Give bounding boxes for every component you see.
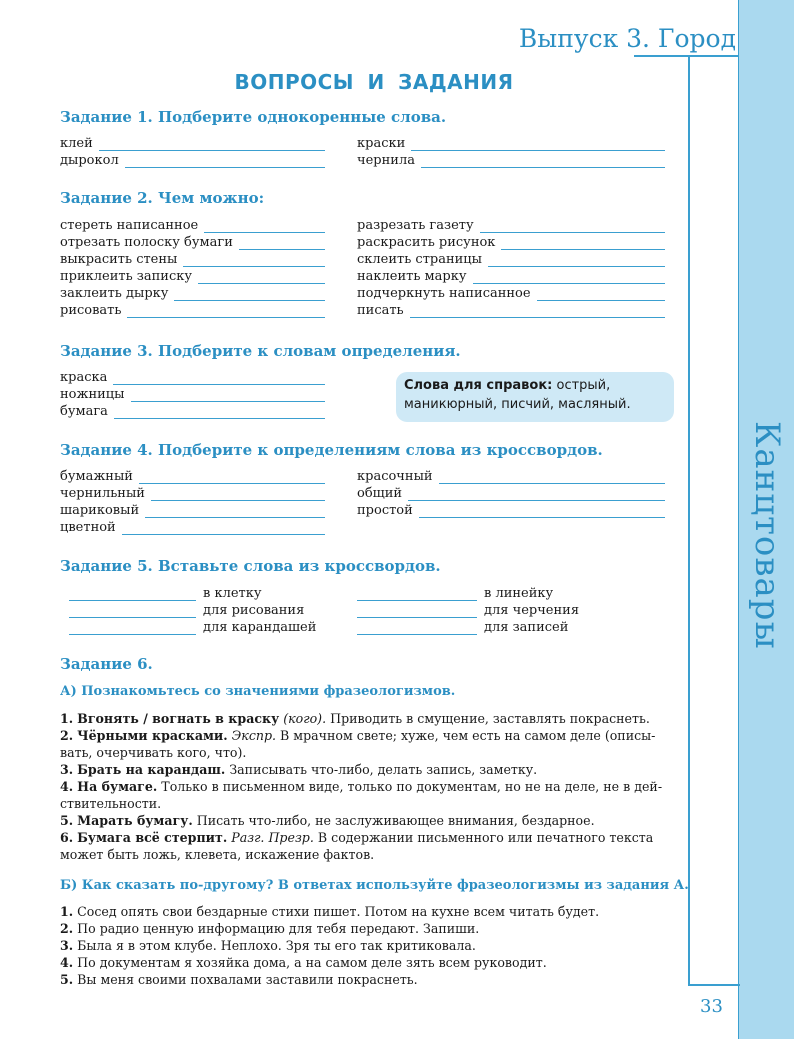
fill-row [60, 385, 325, 402]
item-number: 3. [60, 762, 74, 777]
idiom-term: Вгонять / вогнать в краску [77, 711, 280, 726]
task1-left [60, 134, 325, 168]
fill-row [357, 134, 665, 151]
hint-box [396, 372, 674, 422]
answer-blank[interactable] [131, 389, 326, 402]
fill-row [357, 467, 665, 484]
fill-row [69, 584, 354, 601]
fill-row [69, 618, 354, 635]
word-label: заклеить дырку [60, 286, 169, 301]
fill-row [60, 501, 325, 518]
answer-blank[interactable] [421, 155, 665, 168]
idiom-term: Марать бумагу. [77, 813, 193, 828]
sentence-list [60, 903, 680, 988]
word-label: отрезать полоску бумаги [60, 235, 233, 250]
idiom-note: (кого). [279, 711, 327, 726]
side-title [742, 405, 792, 665]
answer-blank[interactable] [419, 505, 665, 518]
answer-blank[interactable] [183, 254, 325, 267]
task2-right [357, 216, 665, 318]
answer-blank[interactable] [408, 488, 665, 501]
item-number: 2. [60, 921, 74, 936]
word-label: приклеить записку [60, 269, 193, 284]
task3-left [60, 368, 325, 419]
answer-blank[interactable] [99, 138, 325, 151]
idiom-term: На бумаге. [77, 779, 158, 794]
hint-label: Слова для справок: [404, 378, 553, 393]
fill-row [357, 501, 665, 518]
task6-title: Задание 6. [60, 655, 153, 673]
sentence-text: Сосед опять свои бездарные стихи пишет. Потом на кухне всем читать будет. [73, 904, 600, 919]
item-number: 2. [60, 728, 74, 743]
answer-blank[interactable] [357, 622, 477, 635]
fill-row [60, 267, 325, 284]
word-label: чернила [357, 153, 415, 168]
answer-blank[interactable] [357, 605, 477, 618]
task6-subtitle-a: А) Познакомьтесь со значениями фразеологизмов. [60, 684, 456, 699]
sentence-item [60, 954, 680, 971]
idiom-term: Брать на карандаш. [77, 762, 226, 777]
fill-row [60, 467, 325, 484]
idiom-definition-cont: может быть ложь, клевета, искажение фактов. [60, 847, 375, 862]
idiom-item [60, 727, 680, 761]
idiom-item [60, 812, 680, 829]
answer-blank[interactable] [127, 305, 325, 318]
phrase-label: для рисования [203, 603, 305, 618]
word-label: подчеркнуть написанное [357, 286, 531, 301]
word-label: склеить страницы [357, 252, 483, 267]
fill-row [357, 233, 665, 250]
fill-row [60, 368, 325, 385]
word-label: цветной [60, 520, 116, 535]
idiom-term: Чёрными красками. [77, 728, 228, 743]
phrase-label: для карандашей [203, 620, 317, 635]
idiom-note: Экспр. [227, 728, 277, 743]
idiom-item [60, 710, 680, 727]
item-number: 5. [60, 972, 74, 987]
word-label: выкрасить стены [60, 252, 178, 267]
idiom-definition: Приводить в смущение, заставлять покраснеть. [326, 711, 650, 726]
item-number: 1. [60, 711, 74, 726]
fill-row [60, 134, 325, 151]
sentence-item [60, 937, 680, 954]
answer-blank[interactable] [439, 471, 665, 484]
word-label: рисовать [60, 303, 122, 318]
hint-text: острый, маникюрный, писчий, масляный. [404, 378, 631, 412]
word-label: чернильный [60, 486, 145, 501]
word-label: простой [357, 503, 413, 518]
fill-row [357, 151, 665, 168]
sentence-text: Была я в этом клубе. Неплохо. Зря ты его так критиковала. [73, 938, 476, 953]
fill-row [60, 301, 325, 318]
item-number: 1. [60, 904, 74, 919]
side-title-text: Канцтовары [747, 420, 787, 650]
fill-row [357, 301, 665, 318]
word-label: дырокол [60, 153, 119, 168]
answer-blank[interactable] [174, 288, 325, 301]
idiom-definition: В мрачном свете; хуже, чем есть на самом деле (описы- [276, 728, 656, 743]
answer-blank[interactable] [145, 505, 325, 518]
idiom-note: Разг. Презр. [227, 830, 314, 845]
idiom-item [60, 829, 680, 863]
idiom-list [60, 710, 680, 863]
frame-bottom-line [688, 984, 740, 986]
task4-left [60, 467, 325, 535]
answer-blank[interactable] [480, 220, 665, 233]
answer-blank[interactable] [113, 372, 325, 385]
fill-row [69, 601, 354, 618]
answer-blank[interactable] [473, 271, 665, 284]
side-band-border [738, 0, 739, 1039]
idiom-term: Бумага всё стерпит. [77, 830, 228, 845]
header-underline [634, 55, 738, 57]
task5-left [69, 584, 354, 635]
word-label: стереть написанное [60, 218, 199, 233]
task6-subtitle-b: Б) Как сказать по-другому? В ответах используйте фразеологизмы из задания А. [60, 878, 689, 893]
fill-row [357, 601, 657, 618]
idiom-item [60, 778, 680, 812]
phrase-label: для записей [484, 620, 569, 635]
answer-blank[interactable] [69, 605, 196, 618]
word-label: раскрасить рисунок [357, 235, 496, 250]
fill-row [60, 484, 325, 501]
phrase-label: для черчения [484, 603, 580, 618]
answer-blank[interactable] [198, 271, 325, 284]
item-number: 6. [60, 830, 74, 845]
fill-row [357, 267, 665, 284]
task1-title: Задание 1. Подберите однокоренные слова. [60, 108, 447, 126]
fill-row [60, 151, 325, 168]
fill-row [357, 484, 665, 501]
word-label: писать [357, 303, 404, 318]
item-number: 5. [60, 813, 74, 828]
idiom-definition: Только в письменном виде, только по документам, но не на деле, не в дей- [157, 779, 663, 794]
word-label: бумага [60, 404, 108, 419]
frame-vertical-line [688, 55, 690, 985]
fill-row [60, 402, 325, 419]
page-number: 33 [700, 996, 723, 1017]
page-title: ВОПРОСЫ И ЗАДАНИЯ [234, 70, 514, 94]
word-label: клей [60, 136, 93, 151]
item-number: 4. [60, 779, 74, 794]
answer-blank[interactable] [357, 588, 477, 601]
answer-blank[interactable] [410, 305, 665, 318]
word-label: красочный [357, 469, 433, 484]
idiom-definition: Писать что-либо, не заслуживающее внимания, бездарное. [192, 813, 595, 828]
task5-title: Задание 5. Вставьте слова из кроссвордов. [60, 557, 441, 575]
task2-left [60, 216, 325, 318]
sentence-item [60, 920, 680, 937]
answer-blank[interactable] [239, 237, 325, 250]
phrase-label: в линейку [484, 586, 554, 601]
sentence-text: По радио ценную информацию для тебя передают. Запиши. [73, 921, 480, 936]
word-label: разрезать газету [357, 218, 474, 233]
answer-blank[interactable] [122, 522, 325, 535]
task1-right [357, 134, 665, 168]
answer-blank[interactable] [411, 138, 665, 151]
fill-row [60, 233, 325, 250]
answer-blank[interactable] [114, 406, 325, 419]
sentence-text: По документам я хозяйка дома, а на самом деле зять всем руководит. [73, 955, 547, 970]
idiom-definition: В содержании письменного или печатного текста [313, 830, 654, 845]
phrase-label: в клетку [203, 586, 262, 601]
word-label: краска [60, 370, 108, 385]
answer-blank[interactable] [204, 220, 325, 233]
sentence-item [60, 903, 680, 920]
idiom-definition-cont: ствительности. [60, 796, 162, 811]
task4-right [357, 467, 665, 518]
task5-right [357, 584, 657, 635]
task4-title: Задание 4. Подберите к определениям слова из кроссвордов. [60, 441, 603, 459]
word-label: ножницы [60, 387, 125, 402]
fill-row [357, 284, 665, 301]
answer-blank[interactable] [139, 471, 325, 484]
fill-row [357, 618, 657, 635]
item-number: 3. [60, 938, 74, 953]
answer-blank[interactable] [69, 622, 196, 635]
fill-row [60, 216, 325, 233]
item-number: 4. [60, 955, 74, 970]
task2-title: Задание 2. Чем можно: [60, 189, 265, 207]
fill-row [60, 284, 325, 301]
fill-row [357, 216, 665, 233]
word-label: шариковый [60, 503, 140, 518]
answer-blank[interactable] [501, 237, 665, 250]
task3-title: Задание 3. Подберите к словам определения. [60, 342, 461, 360]
fill-row [60, 250, 325, 267]
word-label: общий [357, 486, 403, 501]
answer-blank[interactable] [125, 155, 325, 168]
answer-blank[interactable] [151, 488, 325, 501]
fill-row [60, 518, 325, 535]
answer-blank[interactable] [69, 588, 196, 601]
issue-header: Выпуск 3. Город [518, 24, 736, 53]
sentence-item [60, 971, 680, 988]
word-label: наклеить марку [357, 269, 467, 284]
word-label: краски [357, 136, 406, 151]
word-label: бумажный [60, 469, 133, 484]
idiom-definition: Записывать что-либо, делать запись, заметку. [225, 762, 538, 777]
sentence-text: Вы меня своими похвалами заставили покраснеть. [73, 972, 418, 987]
idiom-definition-cont: вать, очерчивать кого, что). [60, 745, 247, 760]
fill-row [357, 584, 657, 601]
fill-row [357, 250, 665, 267]
answer-blank[interactable] [488, 254, 665, 267]
answer-blank[interactable] [537, 288, 665, 301]
idiom-item [60, 761, 680, 778]
